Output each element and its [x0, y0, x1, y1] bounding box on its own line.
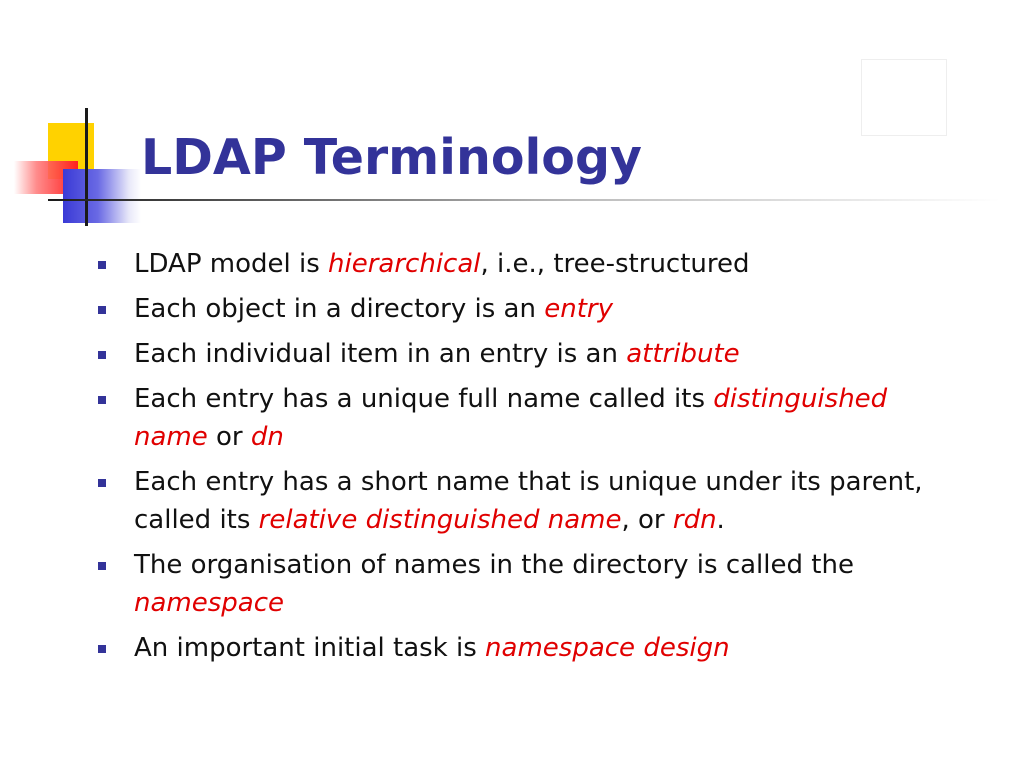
- bullet-text: , or: [621, 505, 673, 535]
- key-term: entry: [544, 294, 613, 324]
- bullet-square-icon: [98, 306, 106, 314]
- bullet-list: [98, 245, 968, 674]
- bullet-square-icon: [98, 645, 106, 653]
- bullet-item: [98, 546, 968, 622]
- blue-square: [63, 169, 141, 223]
- bullet-text: Each entry has a short name that is unique under its parent, called its: [134, 467, 923, 535]
- bullet-item: [98, 463, 968, 539]
- bullet-square-icon: [98, 396, 106, 404]
- title-underline-rule: [48, 199, 1000, 201]
- bullet-text: An important initial task is: [134, 633, 486, 663]
- bullet-item: [98, 245, 968, 283]
- bullet-text: Each entry has a unique full name called its: [134, 384, 714, 414]
- bullet-text: .: [716, 505, 725, 535]
- key-term: rdn: [672, 505, 717, 535]
- bullet-square-icon: [98, 562, 106, 570]
- vertical-rule: [85, 108, 88, 226]
- bullet-text: Each object in a directory is an: [134, 294, 545, 324]
- key-term: hierarchical: [328, 249, 481, 279]
- bullet-text: LDAP model is: [134, 249, 329, 279]
- bullet-item: [98, 380, 968, 456]
- corner-frame: [861, 59, 947, 136]
- bullet-text: Each individual item in an entry is an: [134, 339, 627, 369]
- decorative-logo: [0, 0, 150, 240]
- key-term: attribute: [626, 339, 740, 369]
- bullet-square-icon: [98, 351, 106, 359]
- key-term: namespace: [134, 588, 285, 618]
- bullet-item: [98, 290, 968, 328]
- key-term: distinguished name: [134, 384, 888, 452]
- bullet-text: , i.e., tree-structured: [480, 249, 750, 279]
- bullet-square-icon: [98, 479, 106, 487]
- key-term: relative distinguished name: [258, 505, 622, 535]
- bullet-item: [98, 629, 968, 667]
- key-term: namespace design: [485, 633, 730, 663]
- bullet-item: [98, 335, 968, 373]
- bullet-text: The organisation of names in the directory is called the: [134, 550, 854, 580]
- slide-title: LDAP Terminology: [141, 129, 642, 186]
- bullet-square-icon: [98, 261, 106, 269]
- key-term: dn: [250, 422, 284, 452]
- bullet-text: or: [207, 422, 251, 452]
